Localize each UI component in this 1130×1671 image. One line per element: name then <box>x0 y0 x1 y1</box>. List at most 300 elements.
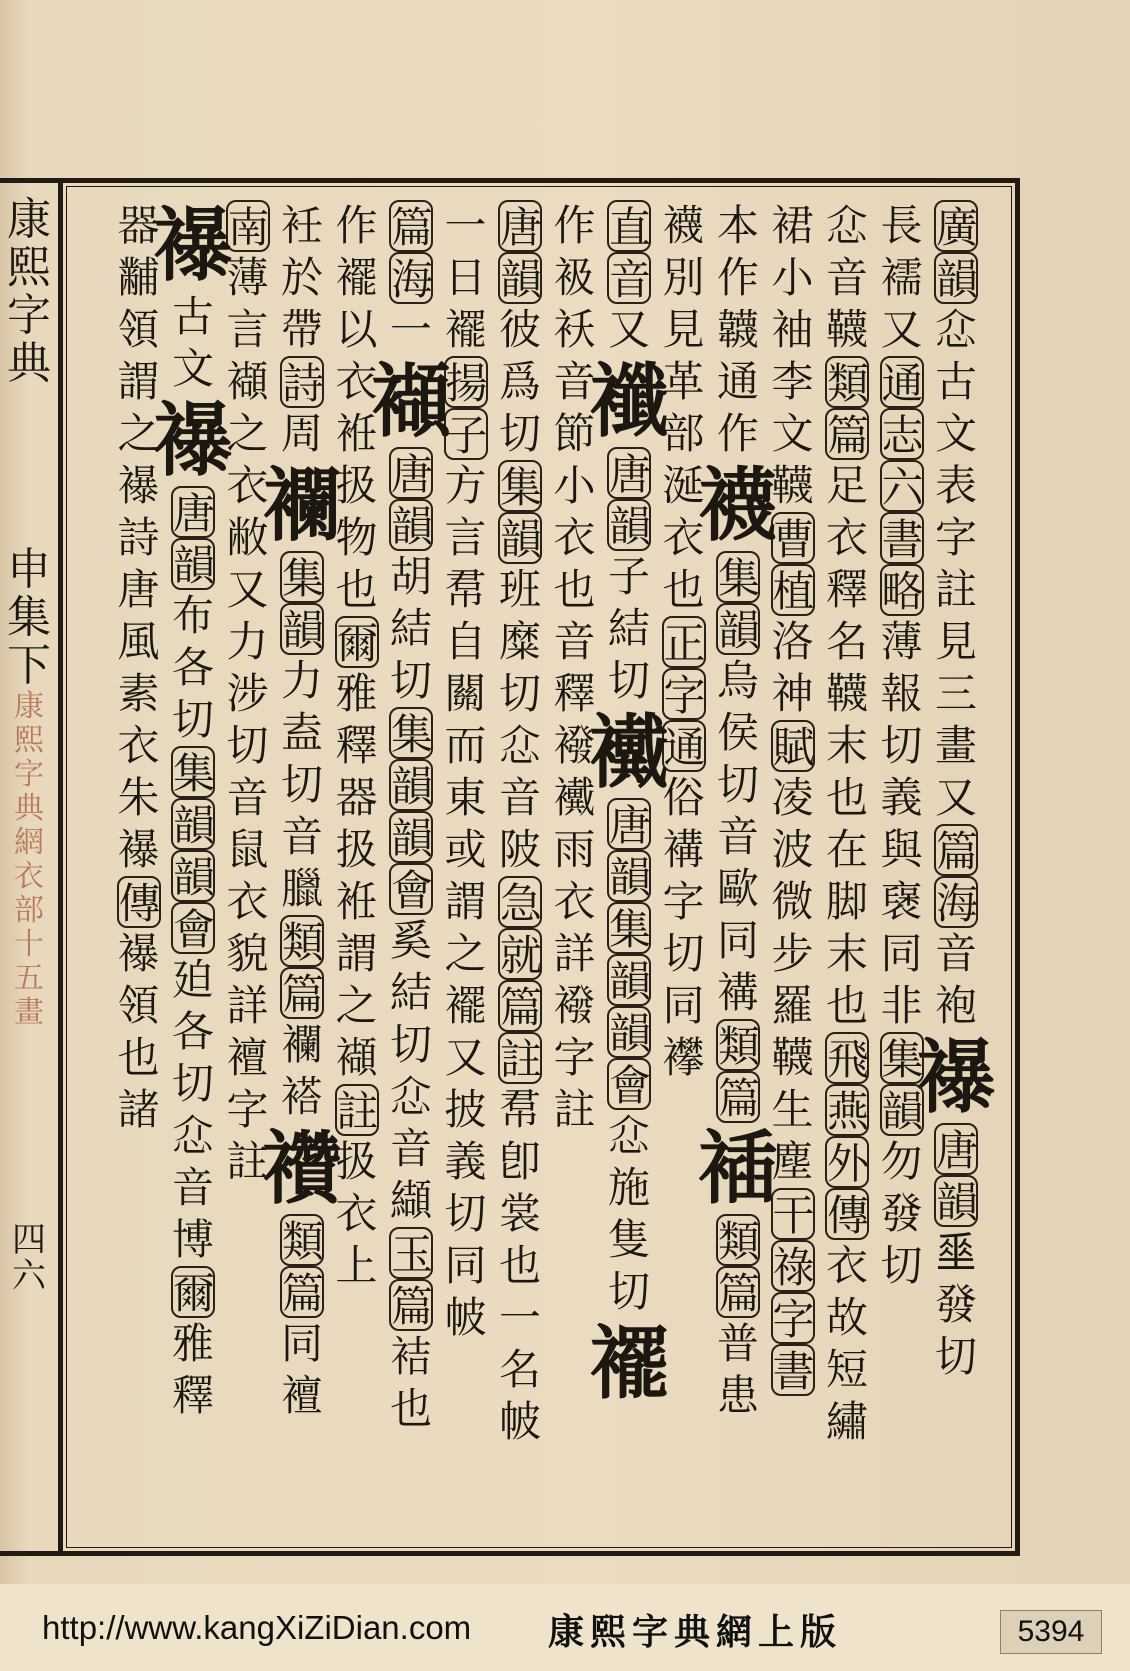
entry-text-char: 衣 <box>226 461 269 510</box>
entry-text-char: 彼 <box>498 305 541 354</box>
headword-char: 襪 <box>698 458 778 552</box>
entry-text-char: 見 <box>934 617 977 666</box>
entry-text-char: 也 <box>825 981 868 1030</box>
source-citation-char: 韻 <box>389 811 433 863</box>
source-citation-char: 曹 <box>771 512 815 564</box>
source-citation-char: 玉 <box>389 1227 433 1279</box>
source-citation-char: 略 <box>880 564 924 616</box>
spine-volume-char: 申 <box>7 544 51 595</box>
source-citation-char: 唐 <box>498 200 542 252</box>
entry-text-char: 繡 <box>825 1397 868 1446</box>
entry-text-char: 也 <box>498 1241 541 1290</box>
source-citation-char: 類 <box>716 1019 760 1071</box>
entry-text-char: 也 <box>662 565 705 614</box>
entry-text-char: 羅 <box>771 981 814 1030</box>
source-citation-char: 書 <box>880 512 924 564</box>
entry-text-char: 切 <box>498 409 541 458</box>
entry-text-char: 以 <box>335 305 378 354</box>
entry-text-char: 凌 <box>771 773 814 822</box>
entry-text-char: 袵 <box>335 877 378 926</box>
entry-text-char: 之 <box>117 409 160 458</box>
entry-text-char: 也 <box>335 565 378 614</box>
entry-text-char: 註 <box>226 1137 269 1186</box>
entry-text-char: 切 <box>226 721 269 770</box>
entry-text-char: 於 <box>280 253 323 302</box>
entry-text-char: 切 <box>280 760 323 809</box>
footer-page-number: 5394 <box>1000 1610 1102 1654</box>
entry-text-char: 同 <box>280 1319 323 1368</box>
headword-char: 襮 <box>916 1030 996 1124</box>
entry-text-char: 諸 <box>117 1085 160 1134</box>
headword-char: 襴 <box>262 458 342 552</box>
source-citation-char: 篇 <box>934 824 978 876</box>
spine-title-char: 典 <box>7 338 51 389</box>
entry-text-char: 廹 <box>171 955 214 1004</box>
source-citation-char: 干 <box>771 1188 815 1240</box>
entry-text-char: 又 <box>444 1033 487 1082</box>
entry-text-char: 襬 <box>444 305 487 354</box>
entry-text-char: 切 <box>716 760 759 809</box>
spine-stamp-char: 衣 <box>14 859 44 894</box>
spine-stamp-char: 康 <box>14 689 44 724</box>
entry-text-char: 在 <box>825 825 868 874</box>
headword-char: 䙄 <box>698 1121 778 1215</box>
entry-text-char: 通 <box>716 357 759 406</box>
entry-text-char: 言 <box>226 305 269 354</box>
source-citation-char: 揚 <box>444 356 488 408</box>
entry-text-char: 三 <box>934 669 977 718</box>
entry-text-char: 襦 <box>880 253 923 302</box>
entry-text-char: 非 <box>880 981 923 1030</box>
entry-text-char: 文 <box>771 409 814 458</box>
entry-text-char: 切 <box>934 1332 977 1381</box>
text-column <box>262 200 342 1540</box>
entry-text-char: 又 <box>880 305 923 354</box>
entry-text-char: 歐 <box>716 864 759 913</box>
entry-text-char: 襭 <box>335 1033 378 1082</box>
entry-text-char: 也 <box>117 1033 160 1082</box>
entry-text-char: 同 <box>662 981 705 1030</box>
source-citation-char: 會 <box>171 902 215 954</box>
entry-text-char: 雅 <box>171 1319 214 1368</box>
source-citation-char: 類 <box>716 1214 760 1266</box>
entry-text-char: 註 <box>553 1085 596 1134</box>
entry-text-char: 衣 <box>662 513 705 562</box>
source-citation-char: 篇 <box>716 1266 760 1318</box>
entry-text-char: 𢗊 <box>825 201 868 250</box>
source-citation-char: 爾 <box>171 1266 215 1318</box>
entry-text-char: 帶 <box>280 305 323 354</box>
entry-text-char: 又 <box>934 773 977 822</box>
source-citation-char: 韻 <box>389 499 433 551</box>
entry-text-char: 本 <box>716 201 759 250</box>
spine-stamp-char: 字 <box>14 757 44 792</box>
entry-text-char: 襬 <box>335 253 378 302</box>
source-citation-char: 篇 <box>389 200 433 252</box>
entry-text-char: 袍 <box>934 981 977 1030</box>
entry-text-char: 胡 <box>389 552 432 601</box>
entry-text-char: 黼 <box>117 253 160 302</box>
source-citation-char: 植 <box>771 564 815 616</box>
entry-text-char: 韈 <box>825 669 868 718</box>
entry-text-char: 李 <box>771 357 814 406</box>
headword-char: 襳 <box>589 354 669 448</box>
entry-text-char: 音 <box>553 617 596 666</box>
entry-text-char: 襻 <box>662 1033 705 1082</box>
entry-text-char: 又 <box>226 565 269 614</box>
text-column <box>550 200 600 1540</box>
source-citation-char: 類 <box>825 356 869 408</box>
entry-text-char: 鼠 <box>226 825 269 874</box>
source-citation-char: 韻 <box>171 798 215 850</box>
entry-text-char: 波 <box>771 825 814 874</box>
entry-text-char: 結 <box>389 604 432 653</box>
entry-text-char: 作 <box>716 253 759 302</box>
entry-text-char: 音 <box>934 929 977 978</box>
entry-text-char: 𡍮 <box>934 1228 977 1277</box>
entry-text-char: 帬 <box>498 1085 541 1134</box>
source-citation-char: 韻 <box>389 759 433 811</box>
entry-text-char: 領 <box>117 981 160 1030</box>
entry-text-char: 周 <box>280 409 323 458</box>
entry-text-char: 字 <box>934 513 977 562</box>
entry-text-char: 薄 <box>880 617 923 666</box>
entry-text-char: 襃 <box>880 877 923 926</box>
entry-text-char: 袄 <box>553 305 596 354</box>
entry-text-char: 俗 <box>662 773 705 822</box>
entry-text-char: 患 <box>716 1371 759 1420</box>
entry-text-char: 切 <box>607 1267 650 1316</box>
source-citation-char: 類 <box>280 915 324 967</box>
source-citation-char: 廣 <box>934 200 978 252</box>
entry-text-char: 帔 <box>444 1293 487 1342</box>
entry-text-char: 隻 <box>607 1215 650 1264</box>
source-citation-char: 詩 <box>280 356 324 408</box>
spine-page-number <box>4 1222 54 1294</box>
footer-site-title: 康熙字典網上版 <box>548 1611 843 1653</box>
entry-text-char: 各 <box>171 1007 214 1056</box>
entry-text-char: 勿 <box>880 1137 923 1186</box>
entry-text-char: 關 <box>444 669 487 718</box>
source-citation-char: 通 <box>662 720 706 772</box>
entry-text-char: 文 <box>934 409 977 458</box>
source-citation-char: 集 <box>280 551 324 603</box>
entry-text-char: 作 <box>553 201 596 250</box>
source-citation-char: 傳 <box>117 876 161 928</box>
source-citation-char: 韻 <box>498 512 542 564</box>
entry-text-char: 衣 <box>335 1189 378 1238</box>
entry-text-char: 襬 <box>444 981 487 1030</box>
entry-text-char: 小 <box>553 461 596 510</box>
entry-text-char: 別 <box>662 253 705 302</box>
entry-text-char: 𢗊 <box>934 305 977 354</box>
entry-text-char: 也 <box>389 1384 432 1433</box>
source-citation-char: 燕 <box>825 1084 869 1136</box>
source-citation-char: 子 <box>444 408 488 460</box>
entry-text-char: 作 <box>716 409 759 458</box>
headword-char: 襶 <box>589 705 669 799</box>
entry-text-char: 帬 <box>444 565 487 614</box>
entry-text-char: 釋 <box>171 1371 214 1420</box>
entry-text-char: 臘 <box>280 864 323 913</box>
entry-text-char: 烏 <box>716 656 759 705</box>
entry-text-char: 或 <box>444 825 487 874</box>
entry-text-char: 名 <box>825 617 868 666</box>
source-citation-char: 南 <box>226 200 270 252</box>
entry-text-char: 扱 <box>335 825 378 874</box>
source-citation-char: 集 <box>880 1032 924 1084</box>
spine-volume-char: 集 <box>7 592 51 643</box>
entry-text-char: 也 <box>825 773 868 822</box>
entry-text-char: 唐 <box>117 565 160 614</box>
text-column <box>332 200 382 1540</box>
text-column <box>371 200 451 1540</box>
entry-text-char: 也 <box>553 565 596 614</box>
source-citation-char: 篇 <box>825 408 869 460</box>
entry-text-char: 朱 <box>117 773 160 822</box>
entry-text-char: 古 <box>171 292 214 341</box>
entry-text-char: 扱 <box>335 461 378 510</box>
text-column <box>153 198 233 1540</box>
entry-text-char: 𢗊 <box>171 1111 214 1160</box>
entry-text-char: 衣 <box>553 877 596 926</box>
spine-title-char: 熙 <box>7 242 51 293</box>
entry-text-char: 小 <box>771 253 814 302</box>
entry-text-char: 短 <box>825 1345 868 1394</box>
entry-text-char: 切 <box>880 721 923 770</box>
text-column <box>589 200 669 1540</box>
entry-text-char: 之 <box>335 981 378 1030</box>
entry-text-char: 襶 <box>553 773 596 822</box>
entry-text-char: 而 <box>444 721 487 770</box>
entry-text-char: 結 <box>389 968 432 1017</box>
entry-text-char: 切 <box>498 669 541 718</box>
entry-text-char: 物 <box>335 513 378 562</box>
entry-text-char: 畫 <box>934 721 977 770</box>
spine-title-char: 字 <box>7 290 51 341</box>
entry-text-char: 音 <box>226 773 269 822</box>
entry-text-char: 雅 <box>335 669 378 718</box>
source-citation-char: 註 <box>498 1032 542 1084</box>
entry-text-char: 表 <box>934 461 977 510</box>
source-citation-char: 篇 <box>716 1071 760 1123</box>
spine-volume-char: 下 <box>7 640 51 691</box>
entry-text-char: 音 <box>716 812 759 861</box>
spine-rule-top <box>0 178 58 183</box>
spine-stamp-char: 畫 <box>14 995 44 1030</box>
entry-text-char: 敝 <box>226 513 269 562</box>
source-citation-char: 音 <box>607 252 651 304</box>
entry-text-char: 脚 <box>825 877 868 926</box>
source-citation-char: 通 <box>880 356 924 408</box>
spine-stamp-char: 典 <box>14 791 44 826</box>
entry-text-char: 襮 <box>117 825 160 874</box>
source-citation-char: 會 <box>389 863 433 915</box>
source-citation-char: 篇 <box>389 1279 433 1331</box>
entry-text-char: 襢 <box>226 1033 269 1082</box>
source-citation-char: 韻 <box>607 850 651 902</box>
spine-rule-bottom <box>0 1551 58 1556</box>
entry-text-char: 切 <box>607 656 650 705</box>
source-citation-char: 韻 <box>934 1175 978 1227</box>
entry-text-char: 註 <box>934 565 977 614</box>
source-citation-char: 唐 <box>607 447 651 499</box>
entry-text-char: 襭 <box>226 357 269 406</box>
entry-text-char: 袺 <box>389 1332 432 1381</box>
source-citation-char: 韻 <box>498 252 542 304</box>
source-citation-char: 海 <box>389 252 433 304</box>
entry-text-char: 衣 <box>825 1241 868 1290</box>
source-citation-char: 唐 <box>607 798 651 850</box>
entry-text-char: 音 <box>553 357 596 406</box>
headword-char: 襮 <box>153 393 233 487</box>
entry-text-char: 言 <box>444 513 487 562</box>
entry-text-char: 足 <box>825 461 868 510</box>
entry-text-char: 音 <box>389 1124 432 1173</box>
entry-text-char: 上 <box>335 1241 378 1290</box>
entry-text-char: 同 <box>444 1241 487 1290</box>
headword-char: 襸 <box>262 1121 342 1215</box>
footer-url-link[interactable]: http://www.kangXiZiDian.com <box>42 1609 472 1646</box>
spine-page-char: 六 <box>12 1256 46 1296</box>
entry-text-char: 陂 <box>498 825 541 874</box>
entry-text-char: 部 <box>662 409 705 458</box>
source-citation-char: 書 <box>771 1344 815 1396</box>
source-citation-char: 唐 <box>934 1123 978 1175</box>
entry-text-char: 故 <box>825 1293 868 1342</box>
spine-section-stamp <box>2 690 56 1030</box>
entry-text-char: 謂 <box>117 357 160 406</box>
entry-text-char: 切 <box>171 695 214 744</box>
entry-text-char: 糜 <box>498 617 541 666</box>
text-column <box>495 200 545 1540</box>
spine-stamp-char: 網 <box>14 825 44 860</box>
entry-text-char: 之 <box>444 929 487 978</box>
entry-text-char: 音 <box>498 773 541 822</box>
entry-text-char: 義 <box>880 773 923 822</box>
text-column <box>877 200 927 1540</box>
source-citation-char: 集 <box>171 746 215 798</box>
entry-text-char: 音 <box>280 812 323 861</box>
source-citation-char: 會 <box>607 1058 651 1110</box>
entry-text-char: 東 <box>444 773 487 822</box>
source-citation-char: 就 <box>498 928 542 980</box>
entry-text-char: 侯 <box>716 708 759 757</box>
source-citation-char: 正 <box>662 616 706 668</box>
entry-text-char: 襮 <box>117 461 160 510</box>
entry-text-char: 義 <box>444 1137 487 1186</box>
entry-text-char: 裙 <box>771 201 814 250</box>
source-citation-char: 飛 <box>825 1032 869 1084</box>
entry-text-char: 名 <box>498 1345 541 1394</box>
entry-text-char: 涎 <box>662 461 705 510</box>
entry-text-char: 韈 <box>771 1033 814 1082</box>
spine-stamp-char: 五 <box>14 961 44 996</box>
entry-text-char: 器 <box>335 773 378 822</box>
entry-text-char: 謂 <box>444 877 487 926</box>
entry-text-char: 盍 <box>280 708 323 757</box>
spine-volume <box>2 546 56 690</box>
entry-text-char: 之 <box>226 409 269 458</box>
entry-text-char: 雨 <box>553 825 596 874</box>
entry-text-char: 自 <box>444 617 487 666</box>
entry-text-char: 施 <box>607 1163 650 1212</box>
source-citation-char: 韻 <box>607 499 651 551</box>
headword-char: 襭 <box>371 354 451 448</box>
entry-text-char: 釋 <box>825 565 868 614</box>
source-citation-char: 類 <box>280 1214 324 1266</box>
entry-text-char: 衣 <box>335 357 378 406</box>
entry-text-char: 詳 <box>553 929 596 978</box>
entry-text-char: 發 <box>934 1280 977 1329</box>
source-citation-char: 韻 <box>607 954 651 1006</box>
source-citation-char: 集 <box>607 902 651 954</box>
entry-text-char: 長 <box>880 201 923 250</box>
source-citation-char: 唐 <box>389 447 433 499</box>
entry-text-char: 子 <box>607 552 650 601</box>
entry-text-char: 各 <box>171 643 214 692</box>
source-citation-char: 字 <box>662 668 706 720</box>
entry-text-char: 襏 <box>553 981 596 1030</box>
entry-text-char: 韈 <box>825 305 868 354</box>
source-citation-char: 爾 <box>335 616 379 668</box>
entry-text-char: 𢗊 <box>607 1111 650 1160</box>
entry-text-char: 節 <box>553 409 596 458</box>
text-column <box>916 200 996 1540</box>
source-citation-char: 外 <box>825 1136 869 1188</box>
source-citation-char: 直 <box>607 200 651 252</box>
entry-text-char: 釋 <box>553 669 596 718</box>
entry-text-char: 生 <box>771 1085 814 1134</box>
entry-text-char: 報 <box>880 669 923 718</box>
entry-text-char: 字 <box>553 1033 596 1082</box>
entry-text-char: 扱 <box>335 1137 378 1186</box>
entry-text-char: 纈 <box>389 1176 432 1225</box>
spine-book-title <box>2 196 56 388</box>
source-citation-char: 賦 <box>771 720 815 772</box>
entry-text-char: 素 <box>117 669 160 718</box>
entry-text-char: 爲 <box>498 357 541 406</box>
entry-text-char: 切 <box>171 1059 214 1108</box>
source-citation-char: 韻 <box>934 252 978 304</box>
source-citation-char: 祿 <box>771 1240 815 1292</box>
entry-text-char: 衣 <box>117 721 160 770</box>
source-citation-char: 集 <box>498 460 542 512</box>
entry-text-char: 披 <box>444 1085 487 1134</box>
entry-text-char: 涉 <box>226 669 269 718</box>
entry-text-char: 襴 <box>280 1020 323 1069</box>
entry-text-char: 𢗊 <box>389 1072 432 1121</box>
entry-text-char: 同 <box>716 916 759 965</box>
source-citation-char: 六 <box>880 460 924 512</box>
entry-text-char: 襪 <box>662 201 705 250</box>
source-citation-char: 韻 <box>607 1006 651 1058</box>
source-citation-char: 篇 <box>280 1266 324 1318</box>
entry-text-char: 襮 <box>117 929 160 978</box>
entry-text-char: 薄 <box>226 253 269 302</box>
entry-text-char: 末 <box>825 929 868 978</box>
source-citation-char: 集 <box>716 551 760 603</box>
source-citation-char: 集 <box>389 707 433 759</box>
entry-text-char: 貌 <box>226 929 269 978</box>
entry-text-char: 力 <box>280 656 323 705</box>
entry-text-char: 切 <box>389 656 432 705</box>
text-column <box>114 200 164 1540</box>
entry-text-char: 神 <box>771 669 814 718</box>
entry-text-char: 衽 <box>280 201 323 250</box>
entry-text-char: 古 <box>934 357 977 406</box>
entry-text-char: 領 <box>117 305 160 354</box>
